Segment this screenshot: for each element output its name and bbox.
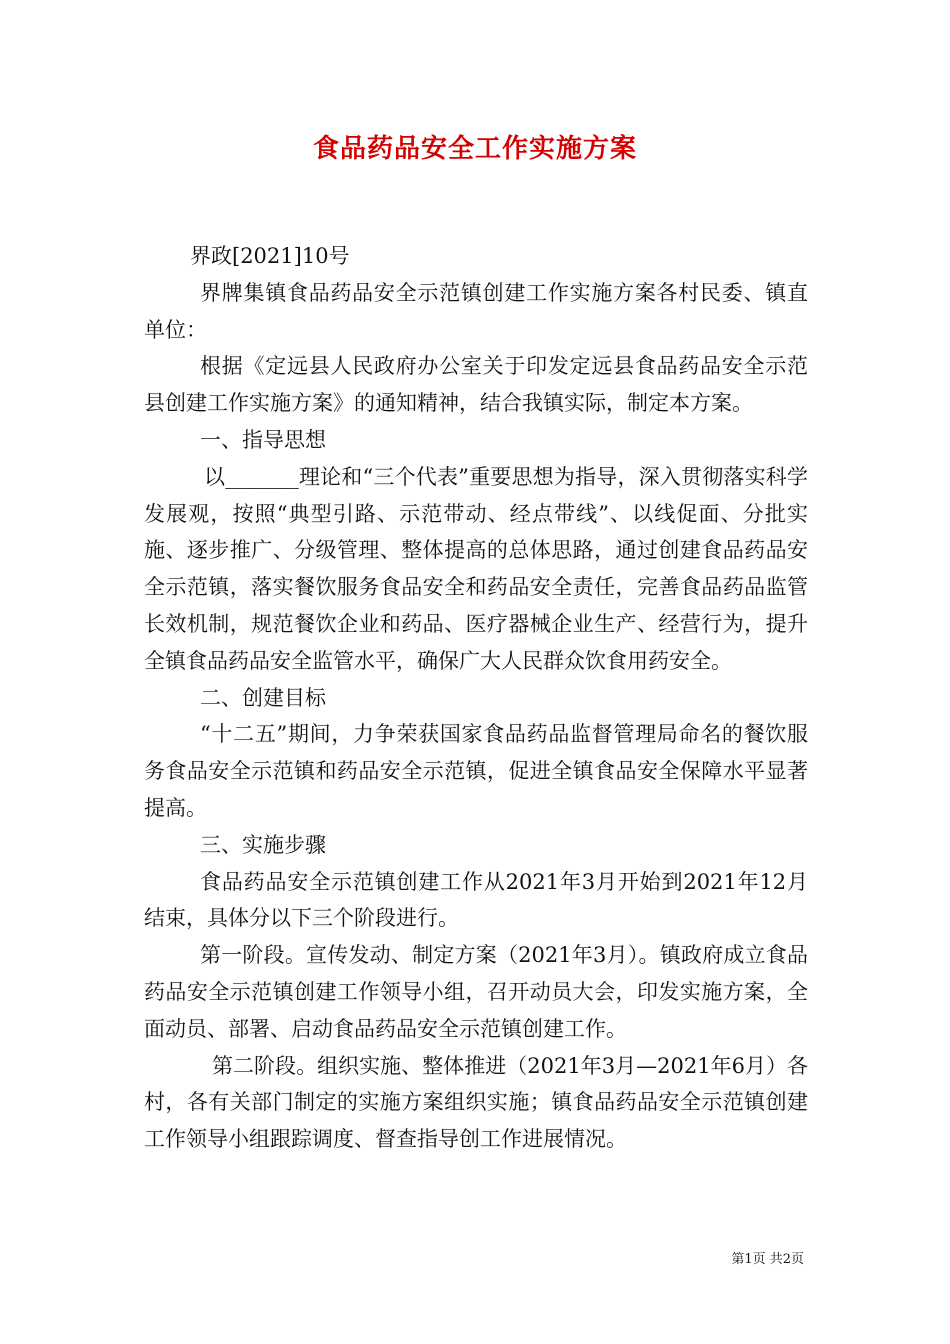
section-heading-3: 三、实施步骤 — [200, 832, 326, 857]
paragraph-goals: “十二五”期间，力争荣获国家食品药品监督管理局命名的餐饮服务食品安全示范镇和药品安全示范镇，促进全镇食品安全保障水平显著提高。 — [144, 722, 808, 820]
document-body — [144, 238, 808, 1158]
page-number: 第1页 共2页 — [731, 1252, 804, 1267]
document-title: 食品药品安全工作实施方案 — [312, 134, 637, 164]
paragraph-steps-intro: 食品药品安全示范镇创建工作从2021年3月开始到2021年12月结束，具体分以下三个阶段进行。 — [144, 869, 808, 931]
document-number: 界政[2021]10号 — [190, 244, 350, 268]
paragraph-guiding-thought: 以_______理论和“三个代表”重要思想为指导，深入贯彻落实科学发展观，按照“典型引路、示范带动、经点带线”、以线促面、分批实施、逐步推广、分级管理、整体提高的总体思路，通过创建食品药品安全示范镇，落实餐饮服务食品安全和药品安全责任，完善食品药品监管长效机制，规范餐饮企业和药品、医疗器械企业生产、经营行为，提升全镇食品药品安全监管水平，确保广大人民群众饮食用药安全。 — [144, 464, 808, 673]
paragraph-stage-2: 第二阶段。组织实施、整体推进（2021年3月—2021年6月）各村，各有关部门制定的实施方案组织实施；镇食品药品安全示范镇创建工作领导小组跟踪调度、督查指导创工作进展情况。 — [144, 1053, 808, 1152]
paragraph-stage-1: 第一阶段。宣传发动、制定方案（2021年3月）。镇政府成立食品药品安全示范镇创建工作领导小组，召开动员大会，印发实施方案，全面动员、部署、启动食品药品安全示范镇创建工作。 — [144, 943, 808, 1041]
paragraph-basis: 根据《定远县人民政府办公室关于印发定远县食品药品安全示范县创建工作实施方案》的通知精神，结合我镇实际，制定本方案。 — [144, 354, 808, 416]
section-heading-2: 二、创建目标 — [200, 685, 326, 710]
section-heading-1: 一、指导思想 — [200, 427, 326, 452]
paragraph-recipients: 界牌集镇食品药品安全示范镇创建工作实施方案各村民委、镇直单位： — [144, 280, 808, 342]
